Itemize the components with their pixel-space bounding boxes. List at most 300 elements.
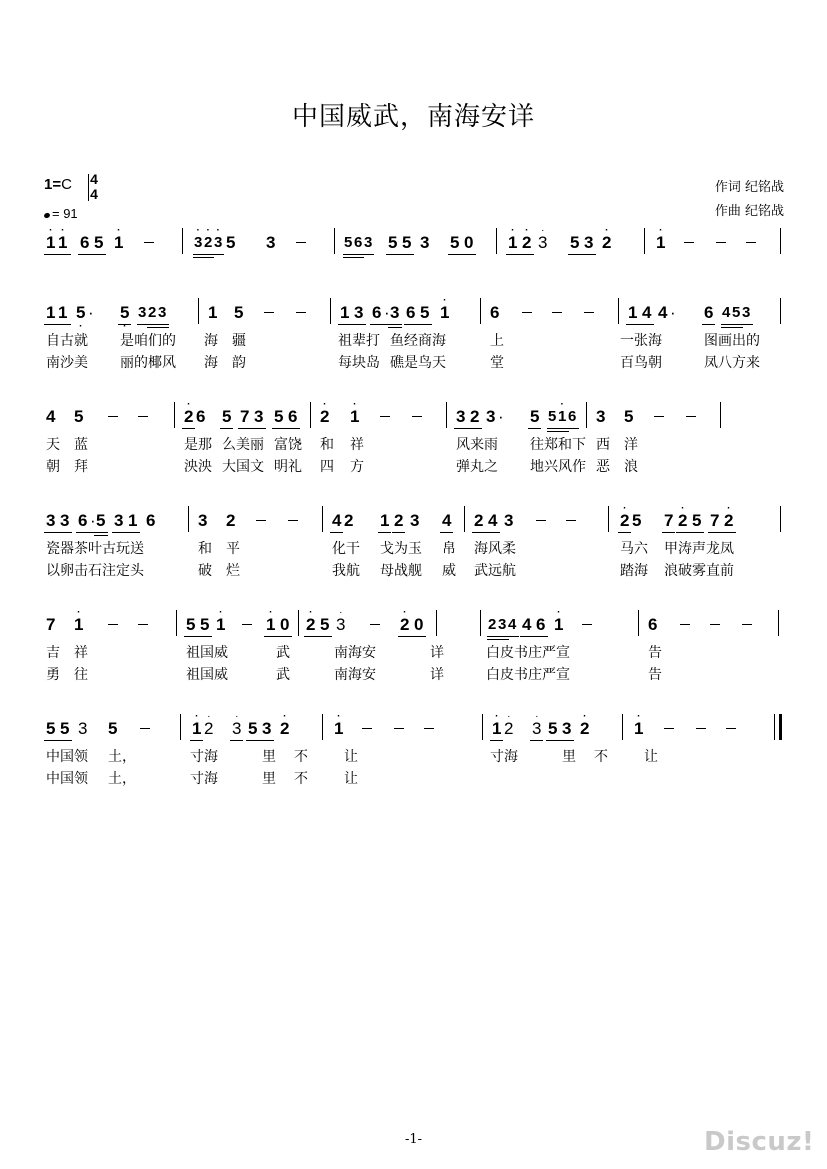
lyric: 鱼经商海 [390, 333, 446, 349]
dash [696, 728, 706, 729]
note: 3 · [336, 607, 346, 634]
underline [304, 636, 332, 637]
barline [618, 298, 619, 324]
dash [264, 312, 274, 313]
underline [708, 532, 736, 533]
lyric: 武远航 [474, 563, 516, 579]
lyric: 丽的椰风 [120, 355, 176, 371]
lyric: 每块岛 [338, 355, 380, 371]
lyric: 破 [198, 563, 212, 579]
note: 6 [354, 234, 363, 251]
note: 1 [340, 303, 350, 322]
note: 5 [200, 615, 210, 634]
note: 6 [78, 511, 88, 530]
underline [76, 532, 108, 533]
note: 3 · [532, 711, 542, 738]
dot: · [88, 303, 94, 322]
barline [638, 610, 639, 636]
composer-label: 作曲 [714, 204, 741, 219]
note: 5 [548, 719, 558, 738]
dash [686, 416, 696, 417]
lyric: 让 [644, 749, 658, 765]
barline [334, 228, 335, 254]
dash [552, 312, 562, 313]
time-top: 4 [90, 171, 98, 187]
barline [780, 228, 781, 254]
lyric: 南海安 [334, 667, 376, 683]
underline [137, 324, 169, 325]
note: 1 [128, 511, 138, 530]
lyric: 南沙美 [46, 355, 88, 371]
note: 2 · [580, 711, 590, 738]
underline [388, 327, 402, 328]
lyric: 不 [294, 749, 308, 765]
note: 2 · [320, 399, 330, 426]
lyric: 百鸟朝 [620, 355, 662, 371]
composer-line [715, 200, 784, 224]
note: 2 · [204, 225, 213, 251]
note: 5 [632, 511, 642, 530]
note: 4 [658, 303, 668, 322]
note: 3 [46, 511, 56, 530]
lyric: 明礼 [274, 459, 302, 475]
note: 1 · [558, 399, 567, 425]
underline [94, 535, 108, 536]
note: 3 [354, 303, 364, 322]
lyric: 天 [46, 437, 60, 453]
note: 1 · [440, 295, 450, 322]
note: 6 [80, 233, 90, 252]
underline [392, 532, 405, 533]
note: 4 [332, 511, 342, 530]
dash [716, 242, 726, 243]
note: 1 · [350, 399, 360, 426]
dash [108, 624, 118, 625]
lyric: 地兴风作 [530, 459, 586, 475]
note: 6 [536, 615, 546, 634]
barline [198, 298, 199, 324]
notation-row [44, 504, 784, 536]
barline [174, 402, 175, 428]
underline [506, 254, 534, 255]
underline [193, 254, 224, 255]
underline [182, 428, 195, 429]
lyric: 浪 [624, 459, 638, 475]
dash [664, 728, 674, 729]
credits [715, 176, 784, 224]
note: 5 [450, 233, 460, 252]
lyric: 是那 [184, 437, 212, 453]
dash [370, 624, 380, 625]
lyric: 风来雨 [456, 437, 498, 453]
note: 1 · [508, 225, 518, 252]
note: 2 · [504, 711, 514, 738]
note: 7 [710, 511, 720, 530]
lyric: 马六 [620, 541, 648, 557]
lyric: 海 [204, 333, 218, 349]
note: 1 · [554, 607, 564, 634]
note: 3 [562, 719, 572, 738]
note: 3 [78, 719, 88, 738]
lyric: 弹丸之 [456, 459, 498, 475]
barline [298, 610, 299, 636]
lyric: 甲涛声龙凤 [664, 541, 734, 557]
note: 1 · [634, 711, 644, 738]
underline [440, 532, 453, 533]
underline [238, 428, 266, 429]
note: 3 [262, 719, 272, 738]
lyric: 拜 [74, 459, 88, 475]
lyric: 礁是鸟天 [390, 355, 446, 371]
lyric: 寸海 [190, 771, 218, 787]
note: 5 [402, 233, 412, 252]
dash [242, 624, 252, 625]
underline [568, 254, 596, 255]
note: 5 [108, 719, 118, 738]
lyric: 白皮书庄严宣 [486, 667, 570, 683]
dash [412, 416, 422, 417]
dash [256, 520, 266, 521]
note: 2 · [280, 711, 290, 738]
note: 3 · [232, 711, 242, 738]
lyric: 一张海 [620, 333, 662, 349]
lyric: 海 [204, 355, 218, 371]
lyric: 踏海 [620, 563, 648, 579]
dash [380, 416, 390, 417]
note: 5 [60, 719, 70, 738]
note: 5 [222, 407, 232, 426]
note: 2 · [724, 503, 734, 530]
underline [343, 257, 364, 258]
key-label: 1= [44, 176, 62, 193]
lyric: 大国文 [222, 459, 264, 475]
underline [330, 532, 343, 533]
lyrics-verse-2 [44, 560, 784, 580]
lyricist-label: 作词 [714, 180, 741, 195]
underline [404, 324, 432, 325]
note: 5 [530, 407, 540, 426]
note: 5 · [120, 303, 130, 332]
note: 5 [46, 719, 56, 738]
lyric: 里 [262, 771, 276, 787]
dash [522, 312, 532, 313]
dash [710, 624, 720, 625]
barline [480, 610, 481, 636]
barline [780, 506, 781, 532]
lyric: 土， [108, 771, 136, 787]
note: 5 [692, 511, 702, 530]
note: 5 [624, 407, 634, 426]
note: 3 [456, 407, 466, 426]
note: 5 [186, 615, 196, 634]
lyric: 平 [226, 541, 240, 557]
note: 1 · [266, 607, 276, 634]
note: 1 · [58, 225, 68, 252]
lyric: 吉 [46, 645, 60, 661]
note: 5 [226, 233, 236, 252]
key-signature [44, 176, 72, 193]
dash [536, 520, 546, 521]
lyricist-name: 纪铭战 [744, 180, 784, 195]
note: 6 [568, 408, 577, 425]
note: 5 [388, 233, 398, 252]
dot: · [670, 303, 676, 322]
lyric: 威 [442, 563, 456, 579]
final-barline [774, 714, 782, 740]
underline [44, 254, 71, 255]
note: 1 · [46, 225, 56, 252]
underline [454, 428, 482, 429]
underline [264, 636, 292, 637]
dash [108, 416, 118, 417]
dash [362, 728, 372, 729]
note: 2 · [620, 503, 630, 530]
barline [480, 298, 481, 324]
underline [398, 636, 426, 637]
barline [330, 298, 331, 324]
note: 3 [60, 511, 70, 530]
page-number: -1- [405, 1132, 423, 1147]
underline [44, 532, 72, 533]
dash [288, 520, 298, 521]
lyric: 武 [276, 667, 290, 683]
underline [547, 428, 579, 429]
note: 3 · [214, 225, 223, 251]
lyric: 祥 [350, 437, 364, 453]
underline [662, 532, 675, 533]
time-signature [88, 172, 100, 202]
note: 1 · [192, 711, 202, 738]
note: 2 · [400, 607, 410, 634]
barline [446, 402, 447, 428]
lyric: 凤八方来 [704, 355, 760, 371]
note: 2 · [306, 607, 316, 634]
lyrics-verse-2 [44, 768, 784, 788]
dash [566, 520, 576, 521]
note: 2 [226, 511, 236, 530]
lyric: 堂 [490, 355, 504, 371]
underline [44, 324, 71, 325]
note: 3 [390, 303, 400, 322]
barline [180, 714, 181, 740]
underline [370, 324, 402, 325]
lyric: 海风柔 [474, 541, 516, 557]
underline [530, 740, 543, 741]
barline [586, 402, 587, 428]
lyric: 方 [350, 459, 364, 475]
note: 1 · [216, 607, 226, 634]
note: 3 [504, 511, 514, 530]
underline [338, 324, 366, 325]
lyric: 图画出的 [704, 333, 760, 349]
dash [394, 728, 404, 729]
note: 3 [498, 616, 507, 633]
barline [622, 714, 623, 740]
note: 3 [138, 304, 147, 321]
note: 4 [508, 616, 517, 633]
note: 2 [394, 511, 404, 530]
note: 6 [372, 303, 382, 322]
lyric: 祖国威 [186, 667, 228, 683]
lyric: 让 [344, 771, 358, 787]
barline [644, 228, 645, 254]
note: 3 [584, 233, 594, 252]
note: 5 [732, 304, 741, 321]
barline [608, 506, 609, 532]
note: 3 [596, 407, 606, 426]
lyric: 是咱们的 [120, 333, 176, 349]
dash [140, 728, 150, 729]
lyric: 寸海 [490, 749, 518, 765]
note: 6 [704, 303, 714, 322]
note: 6 [406, 303, 416, 322]
lyrics-verse-1 [44, 642, 784, 662]
note: 6 [288, 407, 298, 426]
lyric: 详 [430, 645, 444, 661]
underline [112, 532, 140, 533]
note: 3 [266, 233, 276, 252]
lyric: 告 [648, 667, 662, 683]
notation-row [44, 226, 784, 258]
notation-row [44, 712, 784, 744]
dash [584, 312, 594, 313]
dash [680, 624, 690, 625]
lyric: 化干 [332, 541, 360, 557]
underline [343, 254, 374, 255]
note: 1 [58, 303, 68, 322]
note: 4 [442, 511, 452, 530]
lyric: 浪破雾直前 [664, 563, 734, 579]
barline [778, 610, 779, 636]
note: 2 · [678, 503, 688, 530]
underline [184, 636, 212, 637]
tempo-value: = 91 [52, 206, 78, 221]
note: 6 [146, 511, 156, 530]
lyric: 么美丽 [222, 437, 264, 453]
lyric: 不 [594, 749, 608, 765]
note: 3 [198, 511, 208, 530]
dash [296, 312, 306, 313]
lyric: 让 [344, 749, 358, 765]
dash [296, 242, 306, 243]
lyric: 土， [108, 749, 136, 765]
note: 5 [234, 303, 244, 322]
underline [386, 254, 414, 255]
lyric: 朝 [46, 459, 60, 475]
dash [144, 242, 154, 243]
dash [424, 728, 434, 729]
dash [138, 416, 148, 417]
lyric: 祖辈打 [338, 333, 380, 349]
lyric: 里 [562, 749, 576, 765]
note: 2 [344, 511, 354, 530]
note: 2 · [184, 399, 194, 426]
note: 3 [158, 304, 167, 321]
note: 0 [414, 615, 424, 634]
note: 0 [280, 615, 290, 634]
note: 7 [664, 511, 674, 530]
barline [176, 610, 177, 636]
notation-row [44, 608, 784, 640]
note: 5 [548, 408, 557, 425]
underline [547, 431, 569, 432]
barline [322, 714, 323, 740]
barline [322, 506, 323, 532]
quarter-note-icon [43, 212, 50, 219]
lyric: 自古就 [46, 333, 88, 349]
note: 3 · [194, 225, 203, 251]
note: 1 · [656, 225, 666, 252]
note: 1 [380, 511, 390, 530]
song-title: 中国威武，南海安详 [291, 102, 535, 132]
discuz-watermark: Discuz! [704, 1127, 815, 1157]
underline [220, 428, 233, 429]
note: 6 [648, 615, 658, 634]
lyrics-verse-2 [44, 664, 784, 684]
underline [676, 532, 704, 533]
lyric: 武 [276, 645, 290, 661]
note: 7 [240, 407, 250, 426]
lyric: 蓝 [74, 437, 88, 453]
underline [546, 740, 574, 741]
underline [118, 324, 131, 325]
dash [582, 624, 592, 625]
note: 7 [46, 615, 56, 634]
note: 5 [248, 719, 258, 738]
underline [618, 532, 631, 533]
note: 1 · [334, 711, 344, 738]
lyric: 往 [74, 667, 88, 683]
underline [448, 254, 476, 255]
underline [78, 254, 106, 255]
time-bottom: 4 [90, 186, 98, 202]
note: 2 [488, 616, 497, 633]
lyric: 四 [320, 459, 334, 475]
lyric: 中国领 [46, 771, 88, 787]
barline [464, 506, 465, 532]
notation-row [44, 400, 784, 432]
lyric: 和 [320, 437, 334, 453]
lyric: 以卵击石注定头 [46, 563, 144, 579]
underline [246, 740, 274, 741]
dot: · [498, 407, 504, 426]
note: 1 · [74, 607, 84, 634]
note: 3 [254, 407, 264, 426]
lyrics-verse-1 [44, 434, 784, 454]
lyrics-verse-1 [44, 538, 784, 558]
underline [230, 740, 243, 741]
note: 5 [420, 303, 430, 322]
lyric: 帛 [442, 541, 456, 557]
underline [44, 740, 72, 741]
barline [720, 402, 721, 428]
lyric: 戈为玉 [380, 541, 422, 557]
note: 5 [94, 233, 104, 252]
dot: · [90, 511, 96, 530]
note: 3 [420, 233, 430, 252]
lyric: 南海安 [334, 645, 376, 661]
note: 4 [46, 407, 56, 426]
lyric: 烂 [226, 563, 240, 579]
note: 2 [474, 511, 484, 530]
underline [487, 636, 519, 637]
time-divider [88, 174, 89, 201]
lyric: 详 [430, 667, 444, 683]
underline [487, 639, 509, 640]
note: 5 · [76, 303, 86, 332]
underline [193, 257, 214, 258]
dash [654, 416, 664, 417]
